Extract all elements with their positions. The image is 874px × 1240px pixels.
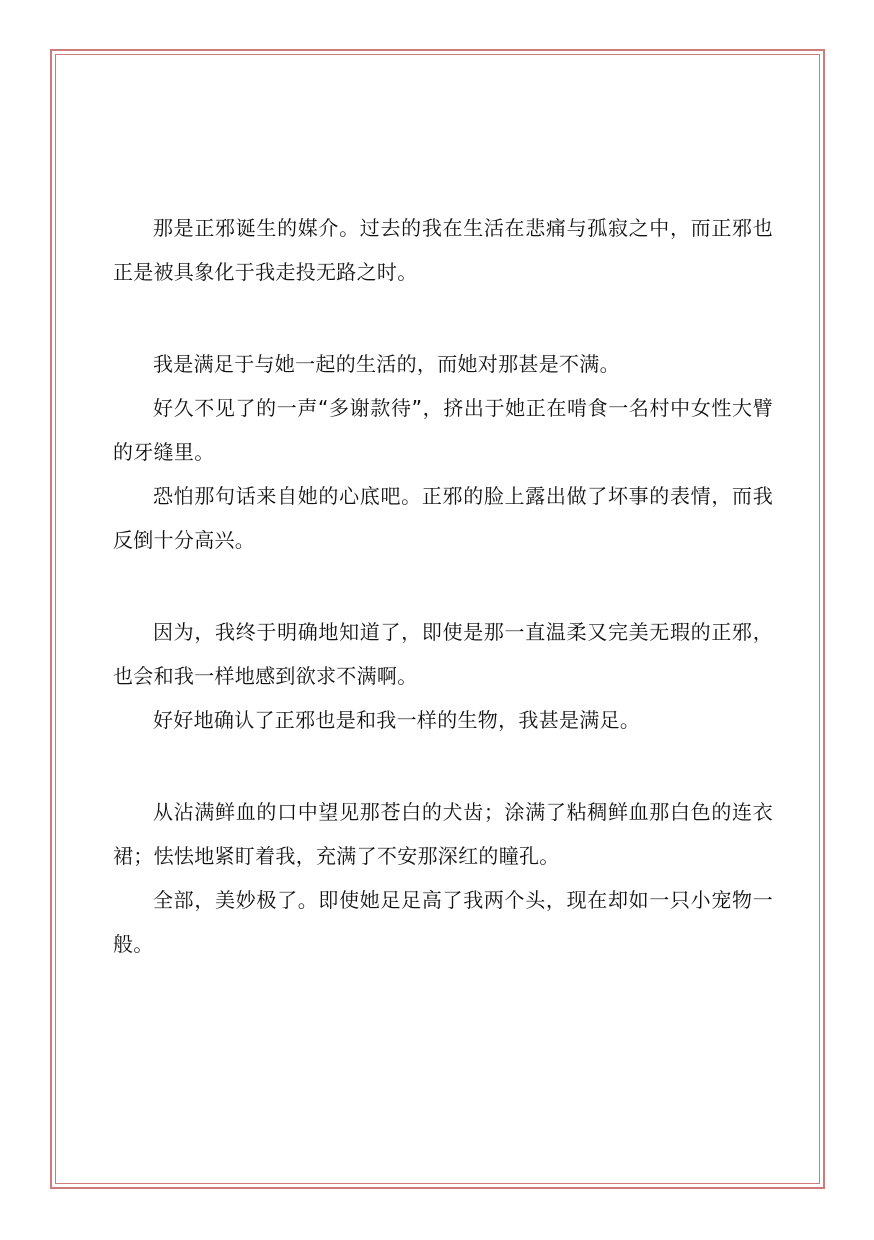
paragraph: 好好地确认了正邪也是和我一样的生物，我甚是满足。 xyxy=(153,708,641,732)
document-body xyxy=(113,206,773,966)
section-gap xyxy=(113,562,773,610)
section-gap xyxy=(113,294,773,342)
paragraph: 恐怕那句话来自她的心底吧。正邪的脸上露出做了坏事的表情，而我反倒十分高兴。 xyxy=(113,484,773,552)
paragraph: 从沾满鲜血的口中望见那苍白的犬齿；涂满了粘稠鲜血那白色的连衣裙；怯怯地紧盯着我，充满了不安那深红的瞳孔。 xyxy=(113,800,773,868)
section-gap xyxy=(113,742,773,790)
paragraph: 那是正邪诞生的媒介。过去的我在生活在悲痛与孤寂之中，而正邪也正是被具象化于我走投无路之时。 xyxy=(113,216,773,284)
paragraph: 因为，我终于明确地知道了，即使是那一直温柔又完美无瑕的正邪，也会和我一样地感到欲求不满啊。 xyxy=(113,620,773,688)
paragraph: 好久不见了的一声“多谢款待”，挤出于她正在啃食一名村中女性大臂的牙缝里。 xyxy=(113,396,773,464)
paragraph: 我是满足于与她一起的生活的，而她对那甚是不满。 xyxy=(153,352,620,376)
paragraph: 全部，美妙极了。即使她足足高了我两个头，现在却如一只小宠物一般。 xyxy=(113,888,773,956)
